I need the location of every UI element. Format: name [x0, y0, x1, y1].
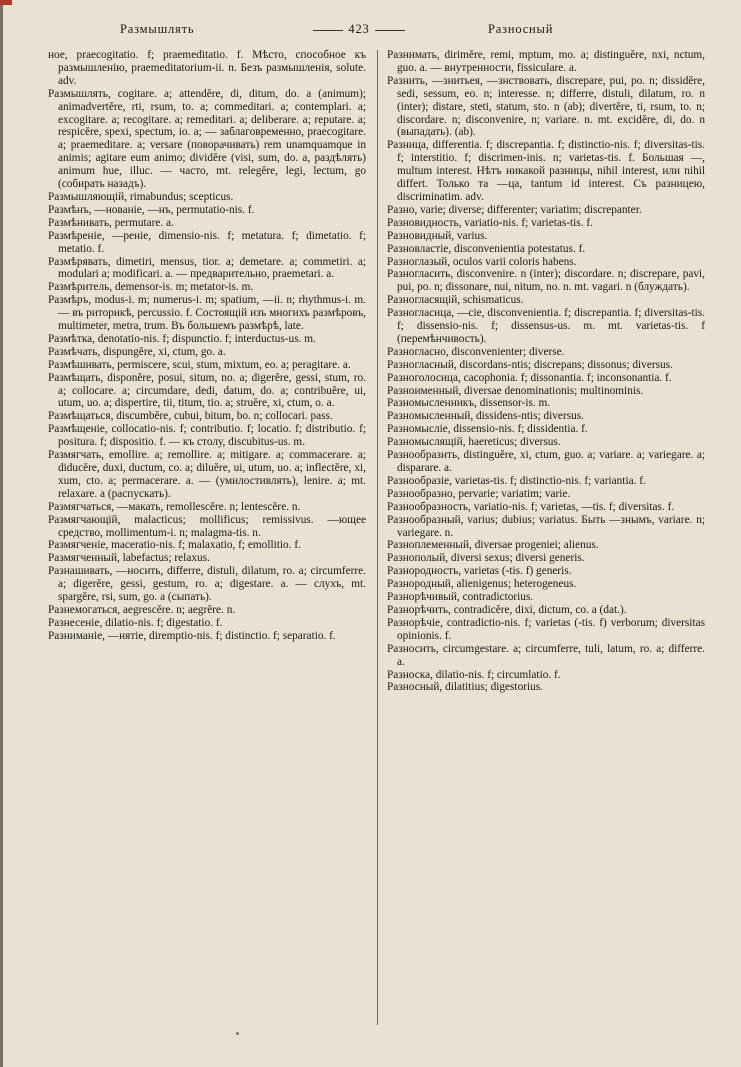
page-number: 423: [348, 22, 370, 36]
dictionary-entry: Разнообразность, variatio-nis. f; varietas, —tis. f; diversitas. f.: [387, 500, 675, 513]
dictionary-entry: Разногласный, discordans-ntis; discrepans; dissonus; diversus.: [387, 358, 673, 371]
dictionary-entry: Размѣнивать, permutare. a.: [48, 216, 174, 229]
dictionary-entry: Разновидный, varius.: [387, 229, 488, 242]
dictionary-entry: Разниманіе, —нятіе, diremptio-nis. f; distinctio. f; separatio. f.: [48, 629, 336, 642]
dictionary-entry: Размѣщать, disponĕre, posui, situm, no. a; digerĕre, gessi, stum, ro. a; collocare. a; circumdare, dedi, datum, do. a; contribuĕre, ui, utum, uo. a; dispertire, tii, titum, tio. a; struĕre, xi, ctum, o. a.: [48, 371, 366, 410]
column-divider: [377, 50, 378, 1025]
dictionary-entry: Разно, varie; diverse; differenter; variatim; discrepanter.: [387, 203, 642, 216]
dictionary-entry: Разнорѣчить, contradicĕre, dixi, dictum, co. a (dat.).: [387, 603, 627, 616]
dictionary-entry: Разногласно, disconvenienter; diverse.: [387, 345, 565, 358]
running-head-left: Размышлять: [120, 22, 195, 36]
dictionary-entry: Разнообразно, pervarie; variatim; varie.: [387, 487, 571, 500]
dictionary-entry: Разнородность, varietas (-tis. f) generis.: [387, 565, 572, 578]
dictionary-entry: Разнимать, dirimĕre, remi, mptum, mo. a; distinguĕre, nxi, nctum, guo. a. — внутренности, fissiculare. a.: [387, 49, 705, 74]
left-column: [48, 49, 366, 643]
ink-speck: [236, 1032, 239, 1035]
dictionary-entry: Разносный, dilatitius; digestorius.: [387, 681, 543, 694]
dictionary-entry: Разнить, —знитьея, —знствовать, discrepare, pui, po. n; dissidĕre, sedi, sessum, eo. n; interesse. n; differre, distuli, dilatum, ro. n (inter); distare, steti, statum, sto. n (ab); divertĕre, ti, rsum, to. n; discordare. n; disconvenire, n; variare. n. mt. excidĕre, di, do. n (выпадать). (ab).: [387, 74, 705, 139]
dictionary-entry: Разнообразіе, varietas-tis. f; distinctio-nis. f; variantia. f.: [387, 474, 646, 487]
header-dash-right: [375, 30, 405, 31]
dictionary-entry: Размягченіе, maceratio-nis. f; malaxatio, f; emollitio. f.: [48, 539, 301, 552]
dictionary-entry: Разноплеменный, diversae progeniei; alienus.: [387, 539, 599, 552]
dictionary-entry: Разнообразный, varius; dubius; variatus. Быть —знымъ, variare. n; variegare. n.: [387, 513, 705, 539]
dictionary-entry: Размягчаться, —макать, remollescĕre. n; lentescĕre. n.: [48, 500, 301, 513]
right-column: [387, 49, 705, 694]
dictionary-entry: Разнесеніе, dilatio-nis. f; digestatio. f.: [48, 616, 223, 629]
dictionary-entry: Размышляющій, rimabundus; scepticus.: [48, 190, 234, 203]
dictionary-entry: Размѣщеніе, collocatio-nis. f; contributio. f; locatio. f; distributio. f; positura. f; dispositio. f. — къ столу, discubitus-us. m.: [48, 423, 366, 449]
page-number-block: [300, 22, 418, 37]
dictionary-entry: Разномысленный, dissidens-ntis; diversus.: [387, 410, 584, 423]
dictionary-entry: Размѣщаться, discumbĕre, cubui, bitum, bo. n; collocari. pass.: [48, 410, 333, 423]
dictionary-entry: Разнополый, diversi sexus; diversi generis.: [387, 552, 585, 565]
dictionary-entry: Разнообразить, distinguĕre, xi, ctum, guo. a; variare. a; variegare. a; disparare. a.: [387, 449, 705, 474]
dictionary-entry: Разномысленникъ, dissensor-is. m.: [387, 397, 551, 410]
running-head-right: Разносный: [488, 22, 554, 36]
dictionary-entry: Разнемогаться, aegrescĕre. n; aegrĕre. n.: [48, 603, 236, 616]
page-edge-shadow: [0, 0, 3, 1067]
dictionary-entry: Разнашивать, —носить, differre, distuli, dilatum, ro. a; circumferre. a; digerĕre, gessi, gestum, ro. a; digestare. a. — слухъ, mt. spargĕre, rsi, sum, go. a (сыпать).: [48, 565, 366, 604]
dictionary-entry: Размѣчать, dispungĕre, xi, ctum, go. a.: [48, 345, 226, 358]
dictionary-entry: Размѣреніе, —реніе, dimensio-nis. f; metatura. f; dimetatio. f; metatio. f.: [48, 229, 366, 255]
dictionary-entry: Разномысліе, dissensio-nis. f; dissidentia. f.: [387, 423, 588, 436]
dictionary-entry: Разногласица, —сіе, disconvenientia. f; discrepantia. f; diversitas-tis. f; dissensio-nis. f; dissensus-us. m. mt. varietas-tis. f (перемѣнчивость).: [387, 307, 705, 345]
dictionary-entry: Разновластіе, disconvenientia potestatus. f.: [387, 242, 586, 255]
dictionary-entry: Разновидность, variatio-nis. f; varietas-tis. f.: [387, 216, 593, 229]
dictionary-entry: Разноголосица, cacophonia. f; dissonantia. f; inconsonantia. f.: [387, 371, 672, 384]
dictionary-entry: Разносить, circumgestare. a; circumferre, tuli, latum, ro. a; differre. a.: [387, 642, 705, 668]
dictionary-entry: Разногласящій, schismaticus.: [387, 294, 524, 307]
dictionary-entry: Разноименный, diversae denominationis; multinominis.: [387, 384, 644, 397]
dictionary-entry: Размышлять, cogitare. a; attendĕre, di, ditum, do. a (animum); animadvertĕre, rti, rsum, to. a; commeditari. a; contemplari. a; excogitare. a; recogitare. a; remeditari. a; deliberare. a; reputare. a; respicĕre, spexi, spectum, io. a; — заблаговременно, praecogitare. a; praemeditare. a; versare (поворачивать) rem unamquamque in animis; agitare eum animo; dividĕre (visi, sum, do. a, раздѣлять) animum hue, illuc. — часто, mt. relegĕre, legi, lectum, go (собирать назадъ).: [48, 87, 366, 191]
dictionary-entry: Размѣшивать, permiscere, scui, stum, mixtum, eo. a; peragitare. a.: [48, 358, 351, 371]
dictionary-entry: Разногласить, disconvenire. n (inter); discordare. n; discrepare, pavi, pui, po. n; dissonare, nui, nitum, no. n. mt. vagari. n (блуждать).: [387, 268, 705, 294]
dictionary-entry: Разница, differentia. f; discrepantia. f; distinctio-nis. f; diversitas-tis. f; interstitio. f; discrimen-inis. n; varietas-tis. f. Большая —, multum interest. Нѣтъ никакой разницы, nihil interest, или nihil differt. Только та —ца, tantum id interest. Съ разницею, discriminatim. adv.: [387, 139, 705, 203]
dictionary-entry: Разномыслящій, haereticus; diversus.: [387, 436, 561, 449]
dictionary-entry: ное, praecogitatio. f; praemeditatio. f. Мѣсто, способное къ размышленію, praemeditatorium-ii. n. Безъ размышленія, solute. adv.: [48, 49, 366, 87]
dictionary-entry: Размѣръ, modus-i. m; numerus-i. m; spatium, —ii. n; rhythmus-i. m. — въ риторикѣ, percussio. f. Состоящій изъ многихъ размѣровъ, multimeter, metra, trum. Въ большемъ размѣрѣ, late.: [48, 294, 366, 333]
dictionary-entry: Разноска, dilatio-nis. f; circumlatio. f.: [387, 668, 561, 681]
dictionary-entry: Разнорѣчивый, contradictorius.: [387, 591, 534, 604]
dictionary-entry: Размѣнъ, —нованіе, —нъ, permutatio-nis. f.: [48, 203, 255, 216]
dictionary-entry: Размѣрявать, dimetiri, mensus, tior. a; demetare. a; commetiri. a; modulari a; modificari. a. — предварительно, praemetari. a.: [48, 255, 366, 281]
corner-mark: [0, 0, 12, 5]
dictionary-entry: Размягчать, emollire. a; remollire. a; mitigare. a; commacerare. a; diducĕre, duxi, ductum, co. a; diluĕre, ui, utum, uo. a; inflectĕre, xi, xum, cto. a; permacerare. a. — (умилостивлять), lenire. a; mt. relaxare. a (распускать).: [48, 449, 366, 500]
dictionary-entry: Размягчающій, malacticus; mollificus; remissivus. —ющее средство, mollimentum-i. n; malagma-tis. n.: [48, 513, 366, 539]
dictionary-entry: Разнородный, alienigenus; heterogeneus.: [387, 578, 577, 591]
dictionary-entry: Размягченный, labefactus; relaxus.: [48, 552, 210, 565]
dictionary-entry: Разнорѣчіе, contradictio-nis. f; varietas (-tis. f) verborum; diversitas opinionis. f.: [387, 616, 705, 642]
dictionary-entry: Разноглазый, oculos varii coloris habens.: [387, 255, 577, 268]
dictionary-entry: Размѣритель, demensor-is. m; metator-is. m.: [48, 281, 254, 294]
header-dash-left: [313, 30, 343, 31]
dictionary-entry: Размѣтка, denotatio-nis. f; dispunctio. f; interductus-us. m.: [48, 332, 316, 345]
